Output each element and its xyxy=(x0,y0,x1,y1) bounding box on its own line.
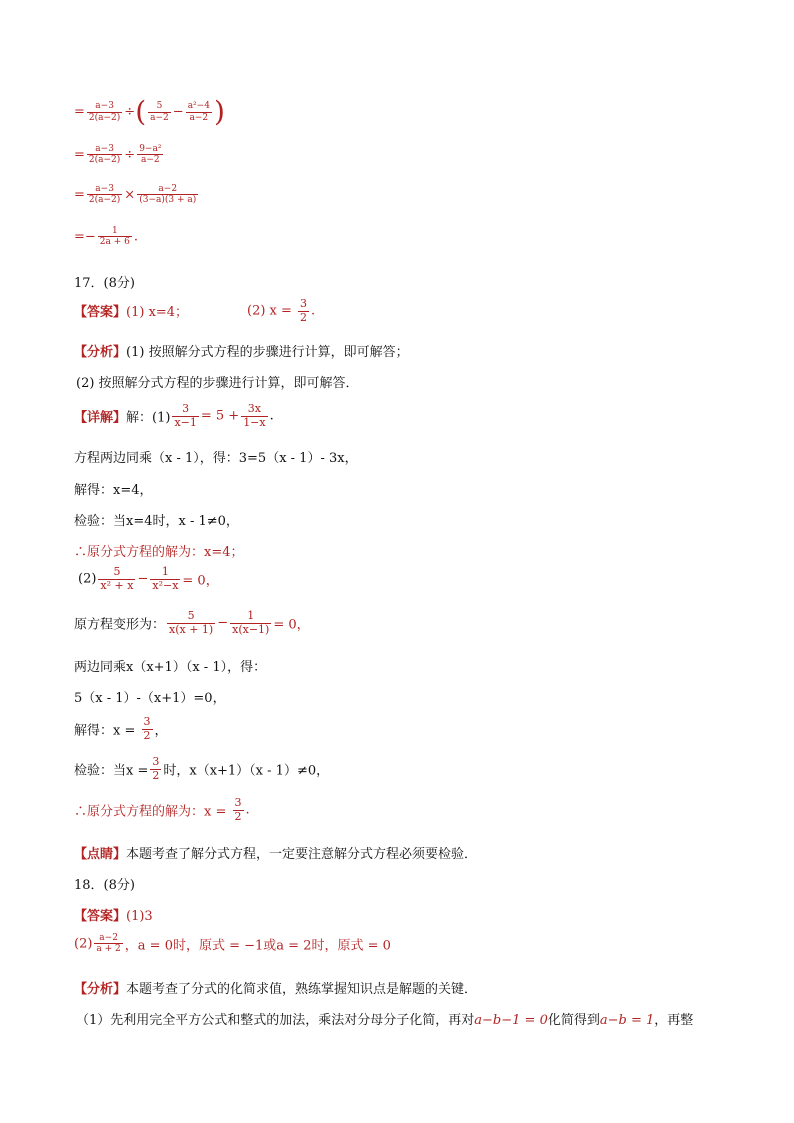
fraction: $\frac{3x}{1-x}$ xyxy=(243,402,266,429)
fraction: $\frac{5}{x(x + 1)}$ xyxy=(169,609,214,636)
q17-line-e: 两边同乘x（x+1）（x - 1），得： xyxy=(74,660,267,675)
answer-tag: 【答案】 xyxy=(74,909,127,924)
answer-tag: 【答案】 xyxy=(74,305,127,320)
analysis-tag: 【分析】 xyxy=(74,345,127,360)
q18-line-1: （1）先利用完全平方公式和整式的加法，乘法对分母分子化简，再对a−b−1 = 0化简得到a−b = 1，再整 xyxy=(76,1013,694,1028)
calc-line-1: = $\frac{a-3}{2(a-2)}$ ÷( $\frac{5}{a-2}$ − $\frac{\text{a²−4}}{a-2}$ ) xyxy=(74,95,225,128)
q17-answer: 【答案】(1) x=4； xyxy=(74,305,189,320)
q17-comment: 【点睛】本题考查了解分式方程，一定要注意解分式方程必须要检验． xyxy=(74,847,478,862)
fraction: $\frac{\text{a²−4}}{a-2}$ xyxy=(187,101,210,123)
comment-tag: 【点睛】 xyxy=(74,847,127,862)
fraction: $\frac{a-2}{a + 2}$ xyxy=(96,933,121,955)
detail-tag: 【详解】 xyxy=(74,410,127,426)
fraction: $\frac{5}{\text{x² + x}}$ xyxy=(100,565,134,592)
fraction: $\frac{1}{x(x-1)}$ xyxy=(232,609,270,636)
calc-line-4: =− $\frac{1}{2a + 6}$ . xyxy=(74,226,139,248)
calc-line-3: = $\frac{a-3}{2(a-2)}$ × $\frac{a-2}{(3-a)(3 + a)}$ xyxy=(74,184,197,206)
q18-header: 18．(8分) xyxy=(74,878,135,893)
fraction: $\frac{3}{2}$ xyxy=(300,297,308,324)
q17-line-c: 检验：当x=4时，x - 1≠0， xyxy=(74,514,239,529)
q17-header: 17．(8分) xyxy=(74,276,135,291)
fraction: $\frac{a-3}{2(a-2)}$ xyxy=(88,101,121,123)
fraction: $\frac{\text{9−a²}}{a-2}$ xyxy=(139,144,162,166)
q17-analysis-1: 【分析】(1) 按照解分式方程的步骤进行计算，即可解答； xyxy=(74,345,409,360)
q17-transform: 原方程变形为： $\frac{5}{x(x + 1)}$ − $\frac{1}{x(x-1)}$ = 0， xyxy=(74,609,310,636)
q17-detail-1: 【详解】解：(1) $\frac{3}{x-1}$ = 5 + $\frac{3x}{1-x}$ . xyxy=(74,402,274,429)
calc-line-2: = $\frac{a-3}{2(a-2)}$ ÷ $\frac{\text{9−a²}}{a-2}$ xyxy=(74,144,162,166)
fraction: $\frac{5}{a-2}$ xyxy=(150,101,169,123)
fraction: $\frac{1}{\text{x²−x}}$ xyxy=(152,565,179,592)
q17-line-d: ∴原分式方程的解为：x=4； xyxy=(74,545,244,560)
fraction: $\frac{3}{2}$ xyxy=(152,755,160,782)
fraction: $\frac{3}{2}$ xyxy=(143,715,151,742)
q17-check: 检验：当x = $\frac{3}{2}$ 时，x（x+1）（x - 1）≠0， xyxy=(74,755,330,782)
q17-solve: 解得：x = $\frac{3}{2}$ ， xyxy=(74,715,168,742)
analysis-tag: 【分析】 xyxy=(74,982,127,997)
q17-solution: ∴原分式方程的解为：x = $\frac{3}{2}$ . xyxy=(74,796,250,823)
q17-answer-2: (2) x = $\frac{3}{2}$ . xyxy=(247,297,316,324)
q17-line-a: 方程两边同乘（x - 1），得：3=5（x - 1）- 3x， xyxy=(74,451,358,466)
q17-part2: (2) $\frac{5}{\text{x² + x}}$ − $\frac{1}{\text{x²−x}}$ = 0， xyxy=(78,565,219,592)
q17-line-f: 5（x - 1）-（x+1）=0， xyxy=(74,691,226,706)
q17-line-b: 解得：x=4， xyxy=(74,483,153,498)
fraction: $\frac{1}{2a + 6}$ xyxy=(99,226,130,248)
fraction: $\frac{a-3}{2(a-2)}$ xyxy=(88,144,121,166)
fraction: $\frac{a-2}{(3-a)(3 + a)}$ xyxy=(139,184,197,206)
q17-analysis-2: (2) 按照解分式方程的步骤进行计算，即可解答． xyxy=(76,376,359,391)
fraction: $\frac{a-3}{2(a-2)}$ xyxy=(88,184,121,206)
q18-analysis: 【分析】本题考查了分式的化简求值，熟练掌握知识点是解题的关键． xyxy=(74,982,478,997)
q18-answer: 【答案】(1)3 xyxy=(74,909,153,924)
fraction: $\frac{3}{x-1}$ xyxy=(174,402,197,429)
fraction: $\frac{3}{2}$ xyxy=(234,796,242,823)
q18-answer-2: (2) $\frac{a-2}{a + 2}$ ，a = 0时，原式 = −1或a = 2时，原式 = 0 xyxy=(74,933,391,955)
